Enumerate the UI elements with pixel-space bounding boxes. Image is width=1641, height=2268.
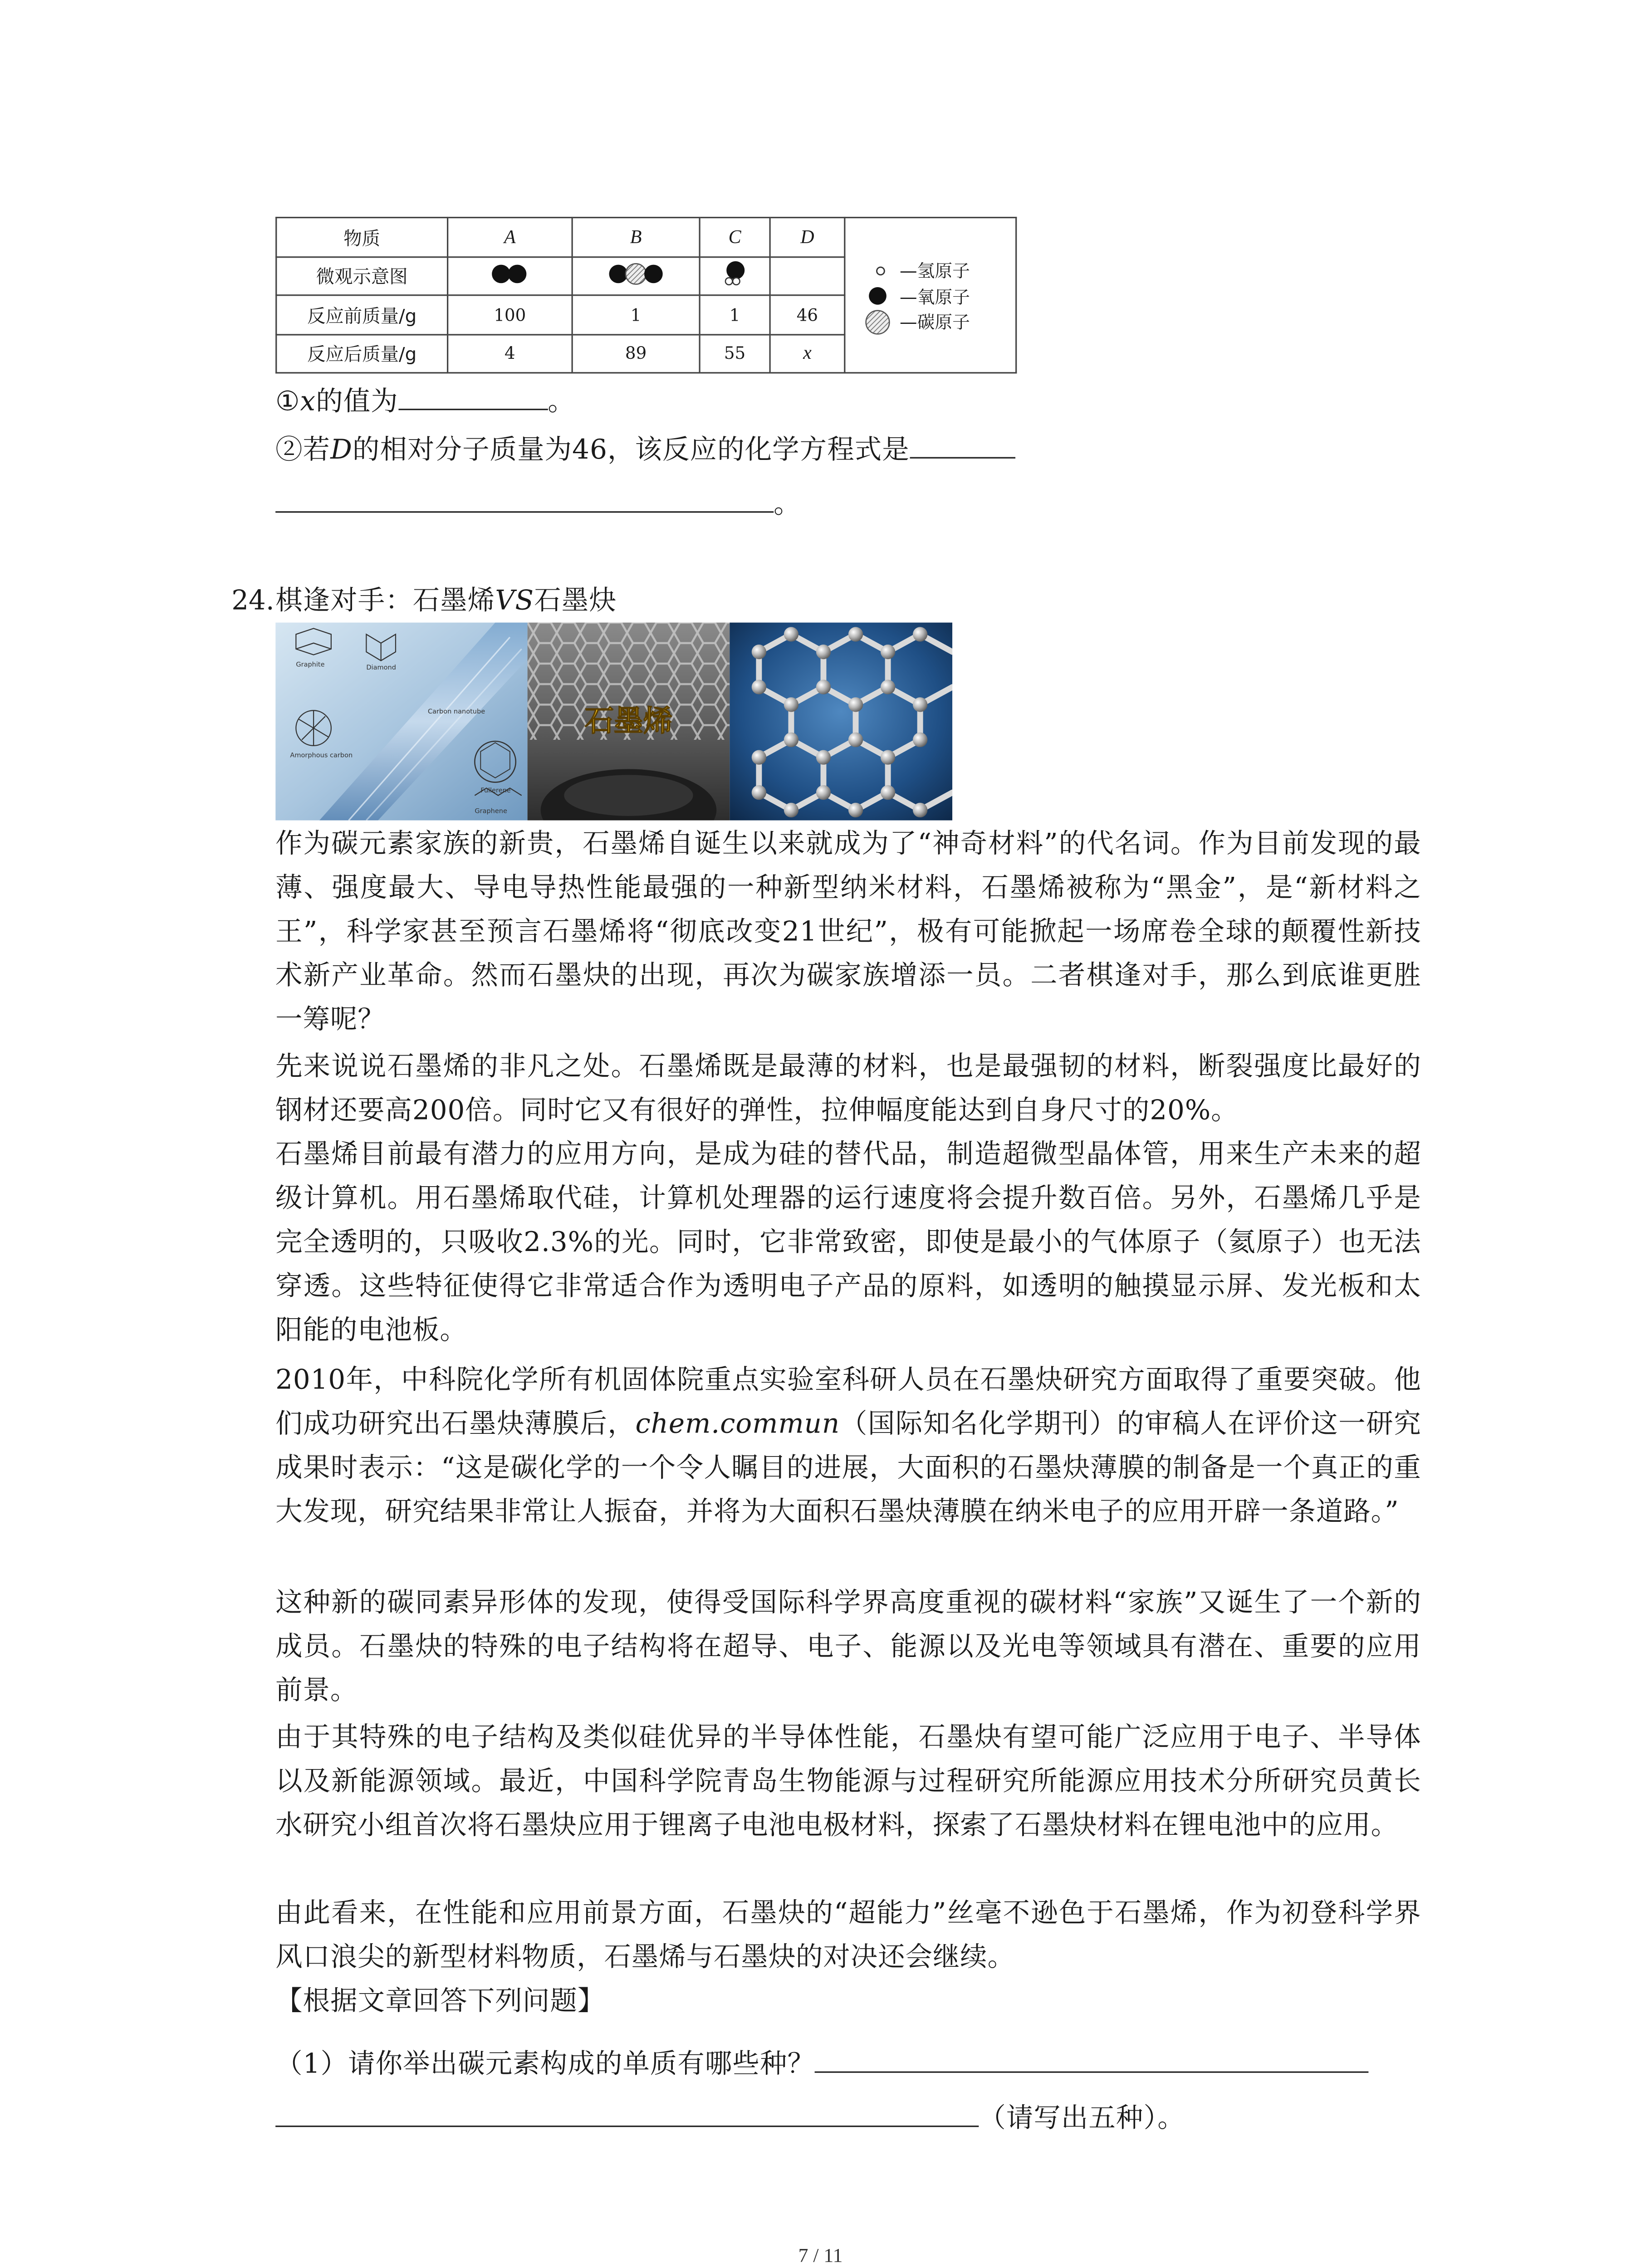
paragraph-6: 由于其特殊的电子结构及类似硅优异的半导体性能，石墨炔有望可能广泛应用于电子、半导体以及新能源领域。最近，中国科学院青岛生物能源与过程研究所能源应用技术分所研究员黄长水研究小组首次将石墨炔应用于锂离子电池电极材料，探索了石墨炔材料在锂电池中的应用。 [275,1722,1421,1842]
q23-part2-end: 。 [774,489,801,520]
q23-part2-variable: D [330,435,353,466]
q24-title-part-a: 棋逢对手：石墨烯 [275,586,495,617]
table-row [276,334,845,373]
q23-part2 [275,429,1015,473]
question-1-hint: （请写出五种）。 [979,2103,1185,2135]
photo-small-label: Graphene [475,807,507,815]
paragraph-4 [275,1359,1421,1535]
hydrogen-atom-icon [872,262,890,280]
photo-small-label: Amorphous carbon [290,752,353,759]
q23-part1 [275,381,575,425]
legend-hydrogen-label: —氢原子 [899,260,970,282]
table-header-row [276,218,845,257]
journal-name: chem.commun [635,1409,840,1440]
q23-part2-text: 的相对分子质量为46，该反应的化学方程式是 [352,435,910,466]
question-1-cont [275,2098,1185,2142]
q23-part2-marker: ②若 [275,435,331,466]
page-number: 7 / 11 [798,2244,843,2267]
table-header-cell: B [572,218,700,257]
paragraph-7: 由此看来，在性能和应用前景方面，石墨炔的“超能力”丝毫不逊色于石墨烯，作为初登科学界风口浪尖的新型材料物质，石墨烯与石墨炔的对决还会继续。 [275,1898,1421,1974]
q24-title [275,580,617,624]
paragraph-3: 石墨烯目前最有潜力的应用方向，是成为硅的替代品，制造超微型晶体管，用来生产未来的超级计算机。用石墨烯取代硅，计算机处理器的运行速度将会提升数百倍。另外，石墨烯几乎是完全透明的，只吸收2.3%的光。同时，它非常致密，即使是最小的气体原子（氦原子）也无法穿透。这些特征使得它非常适合作为透明电子产品的原料，如透明的触摸显示屏、发光板和太阳能的电池板。 [275,1139,1421,1347]
answer-blank-equation-cont[interactable] [275,485,774,513]
table-header-cell: A [448,218,573,257]
carbon-dioxide-molecule-icon [605,262,667,285]
table-cell: 46 [770,295,845,334]
table-row-label: 微观示意图 [276,256,448,295]
table-cell: 1 [700,295,770,334]
table-cell: x [770,334,845,373]
molecule-c-cell [700,256,770,295]
answer-blank-x[interactable] [398,382,548,410]
legend-oxygen-label: —氧原子 [899,287,970,308]
q24-title-part-b: 石墨炔 [534,586,617,617]
oxygen-atom-icon [866,284,890,308]
mass-table [275,217,845,374]
table-cell: 4 [448,334,573,373]
table-row-label: 反应前质量/g [276,295,448,334]
question-1 [275,2043,1369,2087]
answer-blank-q1-cont[interactable] [275,2099,979,2127]
oxygen-molecule-icon [488,262,532,285]
instruction-heading: 【根据文章回答下列问题】 [275,1986,605,2018]
graphene-photo-strip [275,623,952,821]
atom-legend [844,217,1017,374]
paragraph-2: 先来说说石墨烯的非凡之处。石墨烯既是最薄的材料，也是最强韧的材料，断裂强度比最好的钢材还要高200倍。同时它又有很好的弹性，拉伸幅度能达到自身尺寸的20%。 [275,1051,1421,1127]
paragraph-5: 这种新的碳同素异形体的发现，使得受国际科学界高度重视的碳材料“家族”又诞生了一个新的成员。石墨炔的特殊的电子结构将在超导、电子、能源以及光电等领域具有潜在、重要的应用前景。 [275,1588,1421,1707]
carbon-atom-icon [863,308,892,337]
table-cell: 1 [572,295,700,334]
paragraph-4-start: 2010年，中科院化学所有机固体院重点实验室科研人员在石墨炔研究方面取得了重要突破。他们成功研究出石墨炔薄膜后， [275,1365,1421,1440]
water-molecule-icon [719,259,751,288]
legend-carbon-label: —碳原子 [899,312,970,333]
reaction-table [275,217,1018,374]
q23-part1-variable: x [300,386,316,418]
q24-title-vs: VS [495,586,534,617]
table-header-cell: D [770,218,845,257]
table-row [276,256,845,295]
question-1-text: （1）请你举出碳元素构成的单质有哪些种？ [275,2049,815,2080]
table-cell: 55 [700,334,770,373]
molecule-d-cell [770,256,845,295]
paragraph-1: 作为碳元素家族的新贵，石墨烯自诞生以来就成为了“神奇材料”的代名词。作为目前发现的最薄、强度最大、导电导热性能最强的一种新型纳米材料，石墨烯被称为“黑金”，是“新材料之王”，科学家甚至预言石墨烯将“彻底改变21世纪”，极有可能掀起一场席卷全球的颠覆性新技术新产业革命。然而石墨炔的出现，再次为碳家族增添一员。二者棋逢对手，那么到底谁更胜一筹呢？ [275,829,1421,1036]
answer-blank-q1[interactable] [815,2045,1369,2072]
q24-number: 24. [231,586,274,617]
molecule-a-cell [448,256,573,295]
paragraph-4-rest: （国际知名化学期刊）的审稿人在评价这一研究成果时表示：“这是碳化学的一个令人瞩目的进展，大面积的石墨炔薄膜的制备是一个真正的重大发现，研究结果非常让人振奋，并将为大面积石墨炔薄膜在纳米电子的应用开辟一条道路。” [275,1409,1421,1528]
photo-small-label: Carbon nanotube [428,708,485,715]
table-header-cell: C [700,218,770,257]
table-header-cell: 物质 [276,218,448,257]
photo-small-label: Diamond [366,664,396,671]
table-cell: 89 [572,334,700,373]
photo-graphene-label: 石墨烯 [584,704,673,738]
table-row-label: 反应后质量/g [276,334,448,373]
q23-part2-cont [275,484,801,528]
photo-small-label: Fullerene [480,787,511,795]
q23-part1-text: 的值为 [316,386,398,418]
photo-small-label: Graphite [296,661,325,669]
q23-part1-marker: ① [275,386,300,418]
answer-blank-equation[interactable] [910,430,1015,458]
table-row [276,295,845,334]
carbon-allotropes-image [275,623,952,821]
q23-part1-end: 。 [548,386,575,418]
table-cell: 100 [448,295,573,334]
molecule-b-cell [572,256,700,295]
